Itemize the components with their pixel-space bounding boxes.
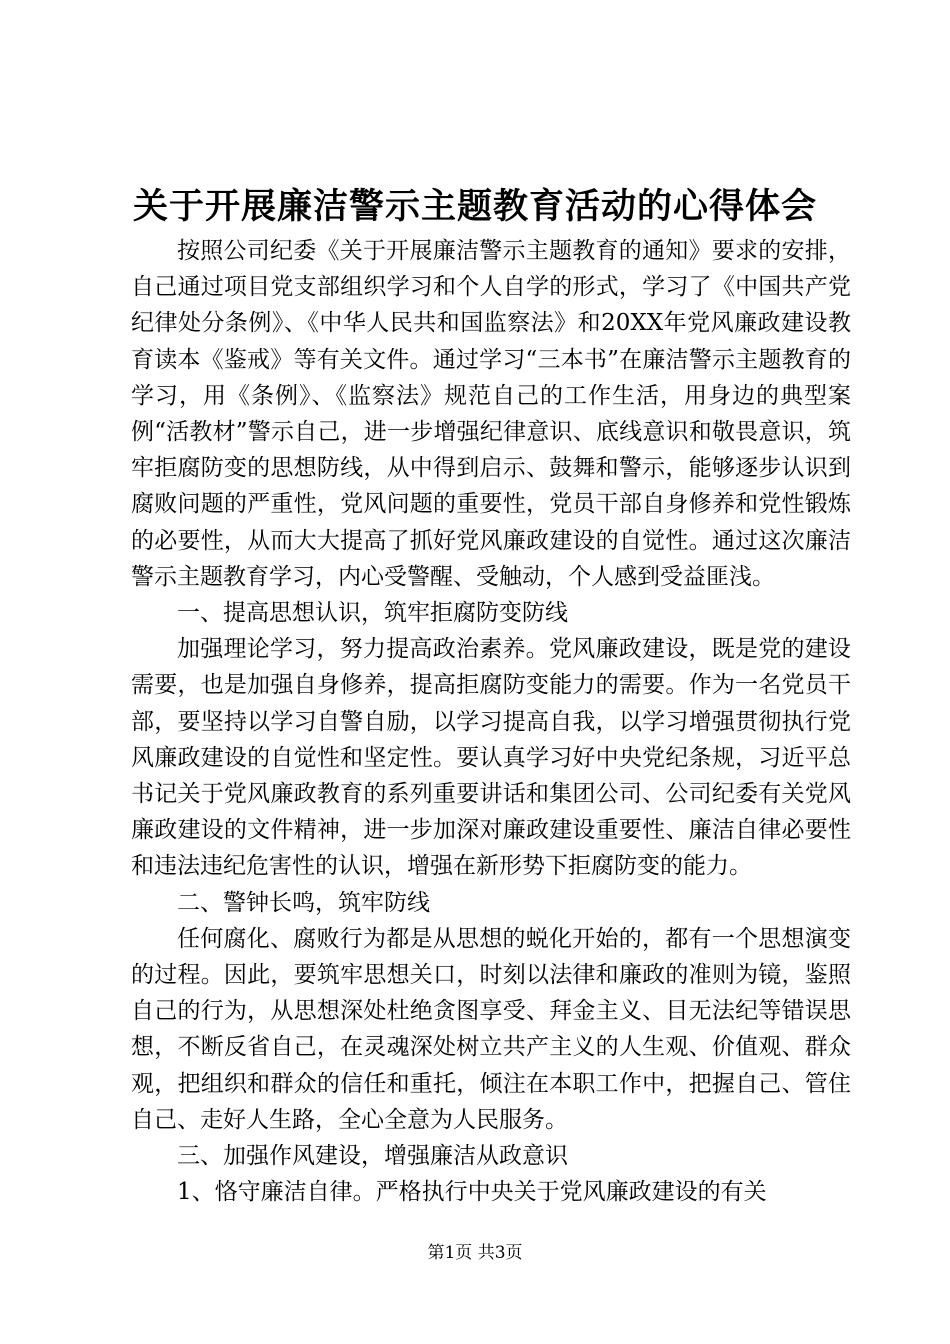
section-heading-2: 二、警钟长鸣，筑牢防线 [177, 889, 430, 916]
document-title: 关于开展廉洁警示主题教育活动的心得体会 [132, 186, 817, 227]
paragraph-section-3-item-1: 1、恪守廉洁自律。严格执行中央关于党风廉政建设的有关 [177, 1179, 767, 1206]
page-number-footer: 第1页 共3页 [427, 1243, 523, 1263]
document-body [131, 233, 851, 1210]
section-heading-3: 三、加强作风建设，增强廉洁从政意识 [177, 1143, 568, 1170]
paragraph-section-2: 任何腐化、腐败行为都是从思想的蜕化开始的，都有一个思想演变的过程。因此，要筑牢思想关口，时刻以法律和廉政的准则为镜，鉴照自己的行为，从思想深处杜绝贪图享受、拜金主义、目无法纪等错误思想，不断反省自己，在灵魂深处树立共产主义的人生观、价值观、群众观，把组织和群众的信任和重托，倾注在本职工作中，把握自己、管住自己、走好人生路，全心全意为人民服务。 [131, 925, 851, 1133]
section-heading-1: 一、提高思想认识，筑牢拒腐防变防线 [177, 600, 568, 627]
paragraph-intro: 按照公司纪委《关于开展廉洁警示主题教育的通知》要求的安排，自己通过项目党支部组织学习和个人自学的形式，学习了《中国共产党纪律处分条例》、《中华人民共和国监察法》和20XX年党风廉政建设教育读本《鉴戒》等有关文件。通过学习“三本书”在廉洁警示主题教育的学习，用《条例》、《监察法》规范自己的工作生活，用身边的典型案例“活教材”警示自己，进一步增强纪律意识、底线意识和敬畏意识，筑牢拒腐防变的思想防线，从中得到启示、鼓舞和警示，能够逐步认识到腐败问题的严重性，党风问题的重要性，党员干部自身修养和党性锻炼的必要性，从而大大提高了抓好党风廉政建设的自觉性。通过这次廉洁警示主题教育学习，内心受警醒、受触动，个人感到受益匪浅。 [131, 238, 851, 590]
paragraph-section-1: 加强理论学习，努力提高政治素养。党风廉政建设，既是党的建设需要，也是加强自身修养，提高拒腐防变能力的需要。作为一名党员干部，要坚持以学习自警自励，以学习提高自我，以学习增强贯彻执行党风廉政建设的自觉性和坚定性。要认真学习好中央党纪条规，习近平总书记关于党风廉政教育的系列重要讲话和集团公司、公司纪委有关党风廉政建设的文件精神，进一步加深对廉政建设重要性、廉洁自律必要性和违法违纪危害性的认识，增强在新形势下拒腐防变的能力。 [131, 636, 851, 880]
